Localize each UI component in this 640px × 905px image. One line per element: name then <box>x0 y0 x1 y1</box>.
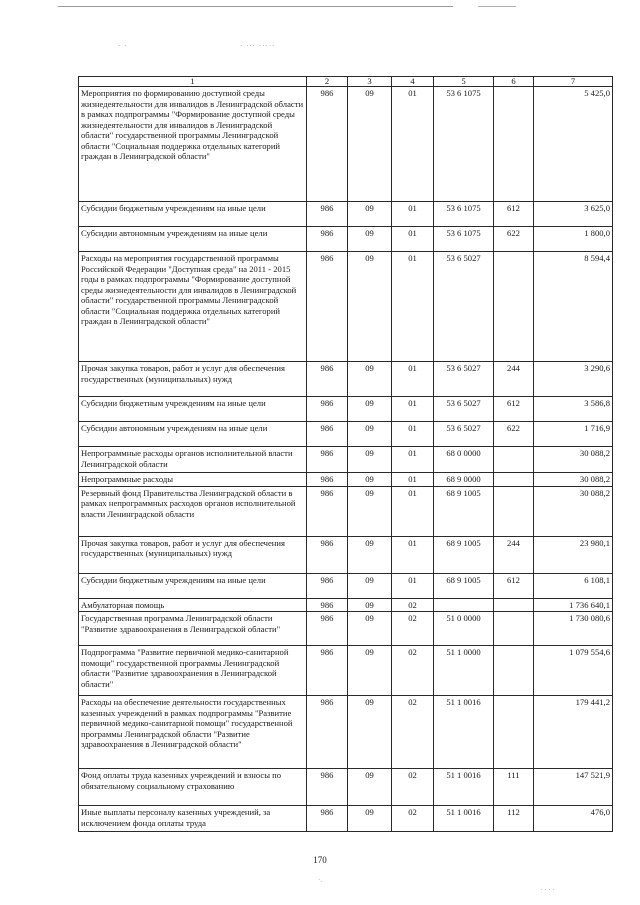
target-article-code: 53 6 5027 <box>434 422 494 447</box>
ministry-code: 986 <box>307 486 348 536</box>
table-row <box>79 397 613 422</box>
expense-type-code: 244 <box>494 362 534 397</box>
amount: 5 425,0 <box>534 87 613 202</box>
row-description: Государственная программа Ленинградской области "Развитие здравоохранения в Ленинградской области" <box>79 612 307 646</box>
section-code: 09 <box>348 806 392 832</box>
amount: 1 079 554,6 <box>534 646 613 696</box>
ministry-code: 986 <box>307 598 348 611</box>
expense-type-code: 612 <box>494 397 534 422</box>
expense-type-code <box>494 696 534 769</box>
ministry-code: 986 <box>307 769 348 806</box>
subsection-code: 01 <box>392 486 434 536</box>
row-description: Прочая закупка товаров, работ и услуг для обеспечения государственных (муниципальных) нужд <box>79 536 307 573</box>
expense-type-code: 111 <box>494 769 534 806</box>
row-description: Расходы на мероприятия государственной программы Российской Федерации "Доступная среда" на 2011 - 2015 годы в рамках подпрограммы "Формирование доступной среды жизнедеятельности для инвалидов в Ленинградской области" государственной программы Ленинградской области "Социальная поддержка отдельных категорий граждан в Ленинградской области" <box>79 252 307 362</box>
expense-type-code <box>494 252 534 362</box>
page-number: 170 <box>313 855 327 865</box>
header-cell: 4 <box>392 77 434 87</box>
subsection-code: 02 <box>392 696 434 769</box>
subsection-code: 01 <box>392 227 434 252</box>
subsection-code: 02 <box>392 806 434 832</box>
expense-type-code: 612 <box>494 202 534 227</box>
subsection-code: 01 <box>392 202 434 227</box>
table-row <box>79 87 613 202</box>
ministry-code: 986 <box>307 252 348 362</box>
section-code: 09 <box>348 397 392 422</box>
subsection-code: 02 <box>392 598 434 611</box>
ministry-code: 986 <box>307 612 348 646</box>
row-description: Субсидии автономным учреждениям на иные цели <box>79 227 307 252</box>
section-code: 09 <box>348 422 392 447</box>
target-article-code: 51 0 0000 <box>434 612 494 646</box>
amount: 30 088,2 <box>534 486 613 536</box>
table-row <box>79 447 613 473</box>
budget-table <box>78 76 613 832</box>
table-row <box>79 612 613 646</box>
subsection-code: 01 <box>392 422 434 447</box>
subsection-code: 01 <box>392 252 434 362</box>
ministry-code: 986 <box>307 536 348 573</box>
ministry-code: 986 <box>307 646 348 696</box>
table-row <box>79 202 613 227</box>
target-article-code: 68 0 0000 <box>434 447 494 473</box>
expense-type-code <box>494 612 534 646</box>
section-code: 09 <box>348 227 392 252</box>
header-cell: 1 <box>79 77 307 87</box>
amount: 6 108,1 <box>534 573 613 598</box>
row-description: Амбулаторная помощь <box>79 598 307 611</box>
top-rule <box>58 6 453 7</box>
amount: 30 088,2 <box>534 447 613 473</box>
section-code: 09 <box>348 646 392 696</box>
expense-type-code <box>494 598 534 611</box>
row-description: Субсидии бюджетным учреждениям на иные цели <box>79 397 307 422</box>
row-description: Прочая закупка товаров, работ и услуг для обеспечения государственных (муниципальных) нужд <box>79 362 307 397</box>
ministry-code: 986 <box>307 397 348 422</box>
top-rule-right <box>478 6 516 7</box>
amount: 1 736 640,1 <box>534 598 613 611</box>
amount: 3 625,0 <box>534 202 613 227</box>
subsection-code: 01 <box>392 362 434 397</box>
section-code: 09 <box>348 447 392 473</box>
row-description: Иные выплаты персоналу казенных учреждений, за исключением фонда оплаты труда <box>79 806 307 832</box>
target-article-code: 53 6 5027 <box>434 252 494 362</box>
table-header-row <box>79 77 613 87</box>
header-cell: 2 <box>307 77 348 87</box>
section-code: 09 <box>348 536 392 573</box>
table-row <box>79 536 613 573</box>
ministry-code: 986 <box>307 573 348 598</box>
header-cell: 3 <box>348 77 392 87</box>
table-row <box>79 252 613 362</box>
subsection-code: 01 <box>392 536 434 573</box>
header-cell: 7 <box>534 77 613 87</box>
table-row <box>79 227 613 252</box>
table-row <box>79 486 613 536</box>
section-code: 09 <box>348 362 392 397</box>
table-row <box>79 646 613 696</box>
ministry-code: 986 <box>307 473 348 486</box>
row-description: Резервный фонд Правительства Ленинградской области в рамках непрограммных расходов органов исполнительной власти Ленинградской области <box>79 486 307 536</box>
ministry-code: 986 <box>307 696 348 769</box>
ministry-code: 986 <box>307 422 348 447</box>
scan-speck: · · <box>118 42 128 50</box>
ministry-code: 986 <box>307 447 348 473</box>
target-article-code: 51 1 0000 <box>434 646 494 696</box>
scan-speck: · · · · <box>540 886 555 894</box>
subsection-code: 01 <box>392 473 434 486</box>
amount: 1 716,9 <box>534 422 613 447</box>
scan-speck: ·. <box>318 876 323 884</box>
section-code: 09 <box>348 769 392 806</box>
subsection-code: 02 <box>392 769 434 806</box>
target-article-code: 68 9 0000 <box>434 473 494 486</box>
amount: 1 800,0 <box>534 227 613 252</box>
amount: 1 730 080,6 <box>534 612 613 646</box>
expense-type-code <box>494 87 534 202</box>
target-article-code: 51 1 0016 <box>434 696 494 769</box>
row-description: Мероприятия по формированию доступной среды жизнедеятельности для инвалидов в Ленинградской области в рамках подпрограммы "Формирование доступной среды жизнедеятельности для инвалидов в Ленинградской области" государственной программы Ленинградской области "Социальная поддержка отдельных категорий граждан в Ленинградской области" <box>79 87 307 202</box>
row-description: Расходы на обеспечение деятельности государственных казенных учреждений в рамках подпрограммы "Развитие первичной медико-санитарной помощи" государственной программы Ленинградской области "Развитие здравоохранения в Ленинградской области" <box>79 696 307 769</box>
subsection-code: 01 <box>392 397 434 422</box>
scan-speck: · ··· ····· <box>240 42 276 50</box>
expense-type-code: 244 <box>494 536 534 573</box>
amount: 23 980,1 <box>534 536 613 573</box>
section-code: 09 <box>348 573 392 598</box>
section-code: 09 <box>348 696 392 769</box>
expense-type-code: 112 <box>494 806 534 832</box>
subsection-code: 01 <box>392 447 434 473</box>
table-row <box>79 806 613 832</box>
section-code: 09 <box>348 612 392 646</box>
section-code: 09 <box>348 202 392 227</box>
target-article-code: 53 6 5027 <box>434 362 494 397</box>
expense-type-code: 612 <box>494 573 534 598</box>
row-description: Фонд оплаты труда казенных учреждений и взносы по обязательному социальному страхованию <box>79 769 307 806</box>
ministry-code: 986 <box>307 202 348 227</box>
expense-type-code: 622 <box>494 227 534 252</box>
amount: 476,0 <box>534 806 613 832</box>
target-article-code: 53 6 5027 <box>434 397 494 422</box>
target-article-code: 53 6 1075 <box>434 87 494 202</box>
amount: 179 441,2 <box>534 696 613 769</box>
amount: 3 586,8 <box>534 397 613 422</box>
table-row <box>79 696 613 769</box>
table-row <box>79 473 613 486</box>
table-row <box>79 362 613 397</box>
table-row <box>79 598 613 611</box>
section-code: 09 <box>348 252 392 362</box>
target-article-code: 68 9 1005 <box>434 536 494 573</box>
target-article-code: 68 9 1005 <box>434 486 494 536</box>
amount: 3 290,6 <box>534 362 613 397</box>
row-description: Субсидии бюджетным учреждениям на иные цели <box>79 202 307 227</box>
amount: 8 594,4 <box>534 252 613 362</box>
expense-type-code <box>494 473 534 486</box>
section-code: 09 <box>348 486 392 536</box>
amount: 30 088,2 <box>534 473 613 486</box>
row-description: Непрограммные расходы органов исполнительной власти Ленинградской области <box>79 447 307 473</box>
target-article-code: 51 1 0016 <box>434 769 494 806</box>
ministry-code: 986 <box>307 362 348 397</box>
row-description: Субсидии бюджетным учреждениям на иные цели <box>79 573 307 598</box>
table-row <box>79 573 613 598</box>
subsection-code: 02 <box>392 646 434 696</box>
subsection-code: 01 <box>392 87 434 202</box>
target-article-code: 53 6 1075 <box>434 227 494 252</box>
target-article-code: 68 9 1005 <box>434 573 494 598</box>
ministry-code: 986 <box>307 806 348 832</box>
section-code: 09 <box>348 473 392 486</box>
section-code: 09 <box>348 598 392 611</box>
target-article-code: 53 6 1075 <box>434 202 494 227</box>
subsection-code: 02 <box>392 612 434 646</box>
table-row <box>79 422 613 447</box>
expense-type-code <box>494 486 534 536</box>
expense-type-code <box>494 646 534 696</box>
target-article-code: 51 1 0016 <box>434 806 494 832</box>
ministry-code: 986 <box>307 227 348 252</box>
expense-type-code: 622 <box>494 422 534 447</box>
row-description: Подпрограмма "Развитие первичной медико-санитарной помощи" государственной программы Ленинградской области "Развитие здравоохранения в Ленинградской области" <box>79 646 307 696</box>
table-row <box>79 769 613 806</box>
section-code: 09 <box>348 87 392 202</box>
header-cell: 6 <box>494 77 534 87</box>
expense-type-code <box>494 447 534 473</box>
target-article-code <box>434 598 494 611</box>
ministry-code: 986 <box>307 87 348 202</box>
amount: 147 521,9 <box>534 769 613 806</box>
row-description: Непрограммные расходы <box>79 473 307 486</box>
header-cell: 5 <box>434 77 494 87</box>
subsection-code: 01 <box>392 573 434 598</box>
row-description: Субсидии автономным учреждениям на иные цели <box>79 422 307 447</box>
